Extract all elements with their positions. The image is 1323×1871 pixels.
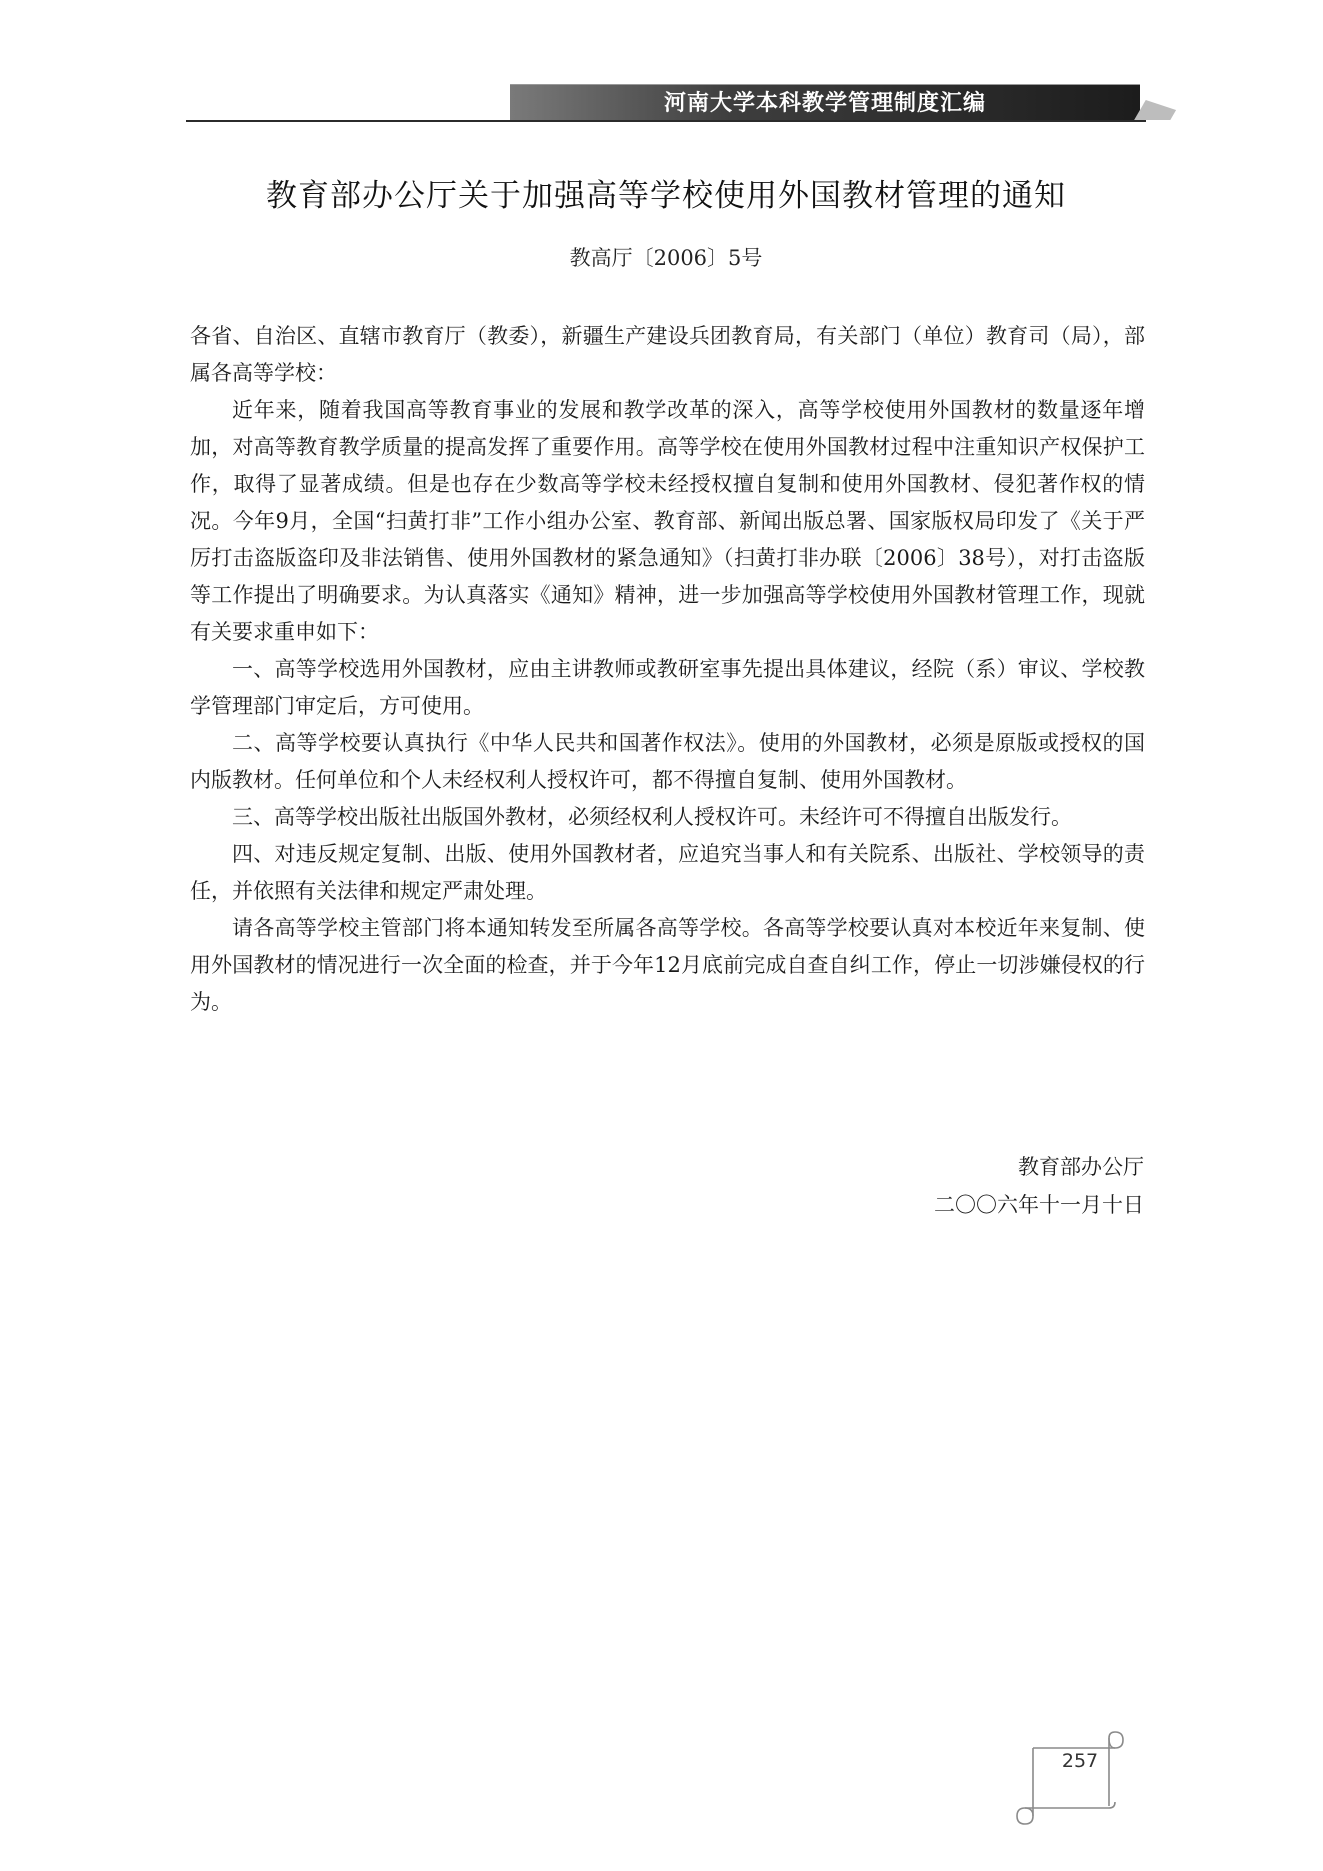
- running-header-tail: [1134, 100, 1182, 120]
- header-rule: [186, 120, 1146, 122]
- issue-date: 二〇〇六年十一月十日: [934, 1193, 1144, 1217]
- issuer-name: 教育部办公厅: [1018, 1155, 1144, 1179]
- salutation-paragraph: 各省、自治区、直辖市教育厅（教委），新疆生产建设兵团教育局，有关部门（单位）教育司（局），部属各高等学校：: [190, 324, 1145, 385]
- running-header-title: 河南大学本科教学管理制度汇编: [663, 90, 986, 116]
- page-number-scroll-icon: [1015, 1728, 1131, 1828]
- body-paragraph: 二、高等学校要认真执行《中华人民共和国著作权法》。使用的外国教材，必须是原版或授权的国内版教材。任何单位和个人未经权利人授权许可，都不得擅自复制、使用外国教材。: [190, 731, 1145, 792]
- document-title: 教育部办公厅关于加强高等学校使用外国教材管理的通知: [266, 178, 1066, 214]
- signature-block: [186, 1148, 1144, 1224]
- body-paragraph: 四、对违反规定复制、出版、使用外国教材者，应追究当事人和有关院系、出版社、学校领导的责任，并依照有关法律和规定严肃处理。: [190, 842, 1145, 903]
- document-body: [190, 318, 1145, 1021]
- body-paragraph: 请各高等学校主管部门将本通知转发至所属各高等学校。各高等学校要认真对本校近年来复制、使用外国教材的情况进行一次全面的检查，并于今年12月底前完成自查自纠工作，停止一切涉嫌侵权的行为。: [190, 916, 1145, 1014]
- body-paragraph: 近年来，随着我国高等教育事业的发展和教学改革的深入，高等学校使用外国教材的数量逐年增加，对高等教育教学质量的提高发挥了重要作用。高等学校在使用外国教材过程中注重知识产权保护工作，取得了显著成绩。但是也存在少数高等学校未经授权擅自复制和使用外国教材、侵犯著作权的情况。今年9月，全国“扫黄打非”工作小组办公室、教育部、新闻出版总署、国家版权局印发了《关于严厉打击盗版盗印及非法销售、使用外国教材的紧急通知》（扫黄打非办联〔2006〕38号），对打击盗版等工作提出了明确要求。为认真落实《通知》精神，进一步加强高等学校使用外国教材管理工作，现就有关要求重申如下：: [190, 398, 1145, 644]
- document-number: 教高厅〔2006〕5号: [569, 246, 763, 270]
- page-number: 257: [1061, 1750, 1099, 1772]
- running-header-band: [510, 84, 1140, 121]
- body-paragraph: 一、高等学校选用外国教材，应由主讲教师或教研室事先提出具体建议，经院（系）审议、学校教学管理部门审定后，方可使用。: [190, 657, 1145, 718]
- body-paragraph: 三、高等学校出版社出版国外教材，必须经权利人授权许可。未经许可不得擅自出版发行。: [232, 805, 1072, 829]
